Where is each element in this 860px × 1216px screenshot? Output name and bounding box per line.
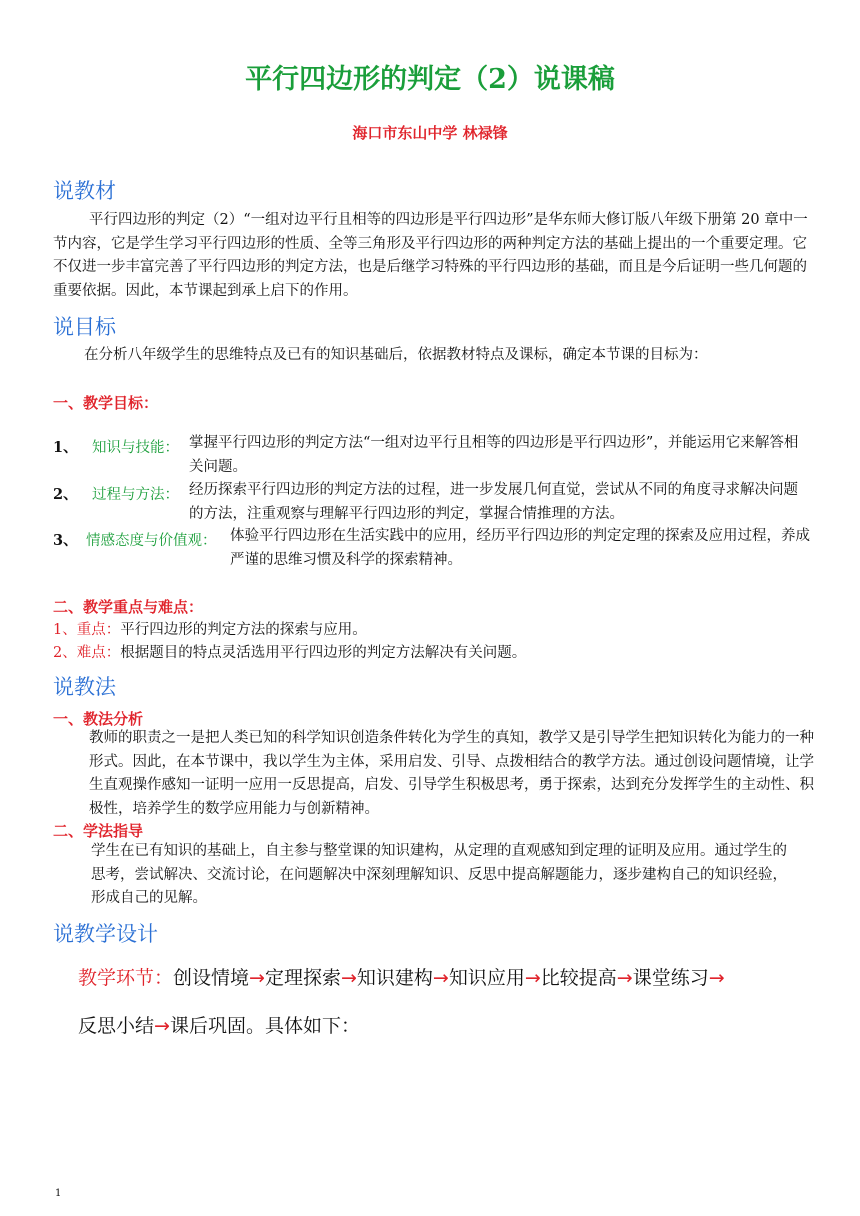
section-heading-mubiao: 说目标 — [53, 315, 116, 339]
teaching-flow-line-1 — [78, 963, 725, 990]
flow-step-4: 知识应用 — [448, 967, 525, 989]
goal-3-text: 体验平行四边形在生活实践中的应用，经历平行四边形的判定定理的探索及应用过程，养成 严谨的思维习惯及科学的探索精神。 — [230, 528, 810, 568]
goal-2-text: 经历探索平行四边形的判定方法的过程，进一步发展几何直觉，尝试从不同的角度寻求解决问题 的方法，注重观察与理解平行四边形的判定，掌握合情推理的方法。 — [189, 482, 798, 522]
teaching-method-heading: 一、教法分析 — [53, 710, 144, 728]
author-line: 海口市东山中学 林禄锋 — [352, 124, 508, 142]
teaching-method-text: 教师的职责之一是把人类已知的科学知识创造条件转化为学生的真知，教学又是引导学生把知识转化为能力的一种形式。因此，在本节课中，我以学生为主体，采用启发、引导、点拨相结合的教学方法。通过创设问题情境，让学生直观操作感知一证明一应用一反思提高，启发、引导学生积极思考，勇于探索，达到充分发挥学生的主动性、积极性，培养学生的数学应用能力与创新精神。 — [89, 730, 814, 817]
key-point-line — [53, 618, 367, 639]
goal-3-label: 情感态度与价值观： — [86, 533, 217, 549]
section-heading-jiaocai: 说教材 — [53, 179, 116, 203]
key-point-text: 平行四边形的判定方法的探索与应用。 — [120, 622, 367, 638]
flow-step-7: 反思小结 — [78, 1015, 155, 1037]
goal-3-number: 3、 — [53, 532, 78, 549]
learning-method-heading: 二、学法指导 — [53, 822, 144, 840]
flow-arrow-icon: → — [708, 967, 725, 989]
page-number: 1 — [55, 1188, 62, 1199]
goal-2-label: 过程与方法： — [92, 487, 179, 503]
learning-method-text: 学生在已有知识的基础上，自主参与整堂课的知识建构，从定理的直观感知到定理的证明及应用。通过学生的 思考，尝试解决、交流讨论，在问题解决中深刻理解知识、反思中提高解题能力，逐步建构自己的知识经验， 形成自己的见解。 — [91, 843, 787, 906]
section-heading-sheji: 说教学设计 — [53, 922, 158, 946]
flow-arrow-icon: → — [249, 967, 265, 989]
goal-2-number: 2、 — [53, 486, 78, 503]
flow-arrow-icon: → — [432, 967, 449, 989]
jiaocai-paragraph: 平行四边形的判定（2）“一组对边平行且相等的四边形是平行四边形”是华东师大修订版八年级下册第 20 章中一节内容，它是学生学习平行四边形的性质、全等三角形及平行四边形的两种判定方法的基础上提出的一个重要定理。它不仅进一步丰富完善了平行四边形的判定方法，也是后继学习特殊的平行四边形的基础，而且是今后证明一些几何题的重要依据。因此，本节课起到承上启下的作用。 — [53, 212, 808, 299]
key-point-label: 重点： — [76, 622, 121, 638]
goal-1-number: 1、 — [53, 439, 78, 456]
teaching-flow-label: 教学环节： — [78, 967, 174, 989]
flow-arrow-icon: → — [154, 1015, 170, 1037]
flow-arrow-icon: → — [616, 967, 633, 989]
flow-step-6: 课堂练习 — [632, 967, 709, 989]
difficulty-number: 2、 — [53, 645, 77, 661]
goal-1-label: 知识与技能： — [92, 440, 179, 456]
flow-step-1: 创设情境 — [173, 967, 250, 989]
difficulty-label: 难点： — [76, 645, 121, 661]
document-title: 平行四边形的判定（2）说课稿 — [245, 64, 615, 95]
key-difficulty-heading: 二、教学重点与难点： — [53, 598, 204, 616]
flow-step-5: 比较提高 — [540, 967, 617, 989]
difficulty-text: 根据题目的特点灵活选用平行四边形的判定方法解决有关问题。 — [120, 645, 527, 661]
flow-step-2: 定理探索 — [264, 967, 341, 989]
section-heading-jiaofa: 说教法 — [53, 675, 116, 699]
teaching-flow-line-2 — [78, 1011, 360, 1038]
flow-step-3: 知识建构 — [356, 967, 433, 989]
flow-arrow-icon: → — [340, 967, 357, 989]
goal-1-text: 掌握平行四边形的判定方法“一组对边平行且相等的四边形是平行四边形”，并能运用它来解答相关问题。 — [189, 435, 799, 475]
teaching-goals-heading: 一、教学目标： — [53, 394, 159, 412]
flow-arrow-icon: → — [524, 967, 541, 989]
flow-step-8: 课后巩固。具体如下： — [169, 1015, 360, 1037]
difficulty-line — [53, 641, 526, 662]
mubiao-intro: 在分析八年级学生的思维特点及已有的知识基础后，依据教材特点及课标，确定本节课的目标为： — [84, 347, 708, 363]
key-point-number: 1、 — [53, 622, 77, 638]
